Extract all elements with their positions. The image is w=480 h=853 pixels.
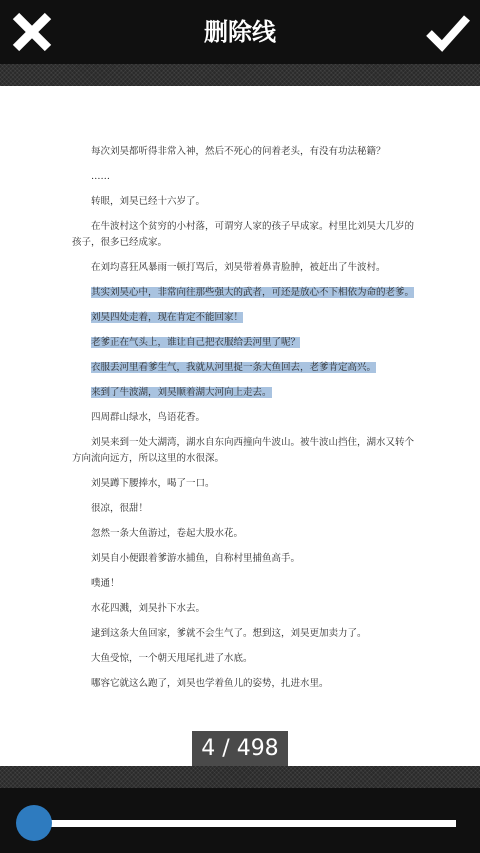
paragraph-text: 衣服丢河里看爹生气，我就从河里捉一条大鱼回去，老爹肯定高兴。 bbox=[91, 362, 377, 373]
paragraph-text: 刘昊自小便跟着爹游水捕鱼，自称村里捕鱼高手。 bbox=[91, 553, 301, 564]
highlighted-paragraph[interactable] bbox=[72, 385, 417, 401]
paragraph[interactable] bbox=[72, 144, 417, 160]
highlighted-paragraph[interactable] bbox=[72, 335, 417, 351]
highlighted-paragraph[interactable] bbox=[72, 310, 417, 326]
paragraph-text: 哪容它就这么跑了，刘昊也学着鱼儿的姿势，扎进水里。 bbox=[91, 678, 329, 689]
top-bar bbox=[0, 0, 480, 64]
paragraph-text: 大鱼受惊，一个朝天甩尾扎进了水底。 bbox=[91, 653, 253, 664]
reader-page[interactable] bbox=[0, 86, 480, 766]
paragraph[interactable] bbox=[72, 194, 417, 210]
paragraph-text: 逮到这条大鱼回家，爹就不会生气了。想到这，刘昊更加卖力了。 bbox=[91, 628, 367, 639]
paragraph-text: 刘昊蹲下腰捧水，喝了一口。 bbox=[91, 478, 215, 489]
progress-slider-track[interactable] bbox=[30, 820, 456, 827]
highlighted-paragraph[interactable] bbox=[72, 360, 417, 376]
paragraph-text: …… bbox=[91, 171, 110, 182]
bottom-divider bbox=[0, 766, 480, 788]
paragraph-text: 老爹正在气头上，谁让自己把衣服给丢河里了呢？ bbox=[91, 337, 301, 348]
paragraph-text: 来到了牛波湖，刘昊顺着湖大河向上走去。 bbox=[91, 387, 272, 398]
paragraph[interactable] bbox=[72, 576, 417, 592]
paragraph-text: 转眼，刘昊已经十六岁了。 bbox=[91, 196, 206, 207]
confirm-button[interactable] bbox=[426, 10, 470, 54]
paragraph[interactable] bbox=[72, 651, 417, 667]
page-title: 删除线 bbox=[204, 18, 276, 46]
paragraph[interactable] bbox=[72, 601, 417, 617]
paragraph[interactable] bbox=[72, 501, 417, 517]
paragraph-text: 噗通！ bbox=[91, 578, 120, 589]
page-indicator: 4 / 498 bbox=[192, 731, 288, 767]
paragraph-text: 很凉，很甜！ bbox=[91, 503, 149, 514]
paragraph[interactable] bbox=[72, 476, 417, 492]
paragraph-text: 四周群山绿水，鸟语花香。 bbox=[91, 412, 206, 423]
paragraph-text: 在牛波村这个贫穷的小村落，可谓穷人家的孩子早成家。村里比刘昊大几岁的孩子，很多已经成家。 bbox=[72, 221, 415, 248]
paragraph-text: 刘昊四处走着，现在肯定不能回家！ bbox=[91, 312, 244, 323]
bottom-bar bbox=[0, 788, 480, 853]
paragraph-text: 每次刘昊都听得非常入神，然后不死心的问着老头，有没有功法秘籍？ bbox=[91, 146, 386, 157]
text-content[interactable] bbox=[72, 144, 417, 701]
paragraph[interactable] bbox=[72, 260, 417, 276]
paragraph-text: 水花四溅，刘昊扑下水去。 bbox=[91, 603, 206, 614]
paragraph[interactable] bbox=[72, 526, 417, 542]
paragraph[interactable] bbox=[72, 169, 417, 185]
progress-slider-thumb[interactable] bbox=[16, 805, 52, 841]
check-icon bbox=[426, 10, 470, 54]
paragraph-text: 忽然一条大鱼游过，卷起大股水花。 bbox=[91, 528, 244, 539]
paragraph[interactable] bbox=[72, 219, 417, 251]
paragraph[interactable] bbox=[72, 626, 417, 642]
paragraph-text: 刘昊来到一处大湖湾，湖水自东向西撞向牛波山。被牛波山挡住，湖水又转个方向流向远方，所以这里的水很深。 bbox=[72, 437, 415, 464]
paragraph[interactable] bbox=[72, 435, 417, 467]
paragraph[interactable] bbox=[72, 410, 417, 426]
paragraph-text: 在刘均喜狂风暴雨一顿打骂后，刘昊带着鼻青脸肿，被赶出了牛波村。 bbox=[91, 262, 386, 273]
paragraph[interactable] bbox=[72, 551, 417, 567]
paragraph[interactable] bbox=[72, 676, 417, 692]
highlighted-paragraph[interactable] bbox=[72, 285, 417, 301]
paragraph-text: 其实刘昊心中，非常向往那些强大的武者，可还是放心不下相依为命的老爹。 bbox=[91, 287, 415, 298]
top-divider bbox=[0, 64, 480, 86]
